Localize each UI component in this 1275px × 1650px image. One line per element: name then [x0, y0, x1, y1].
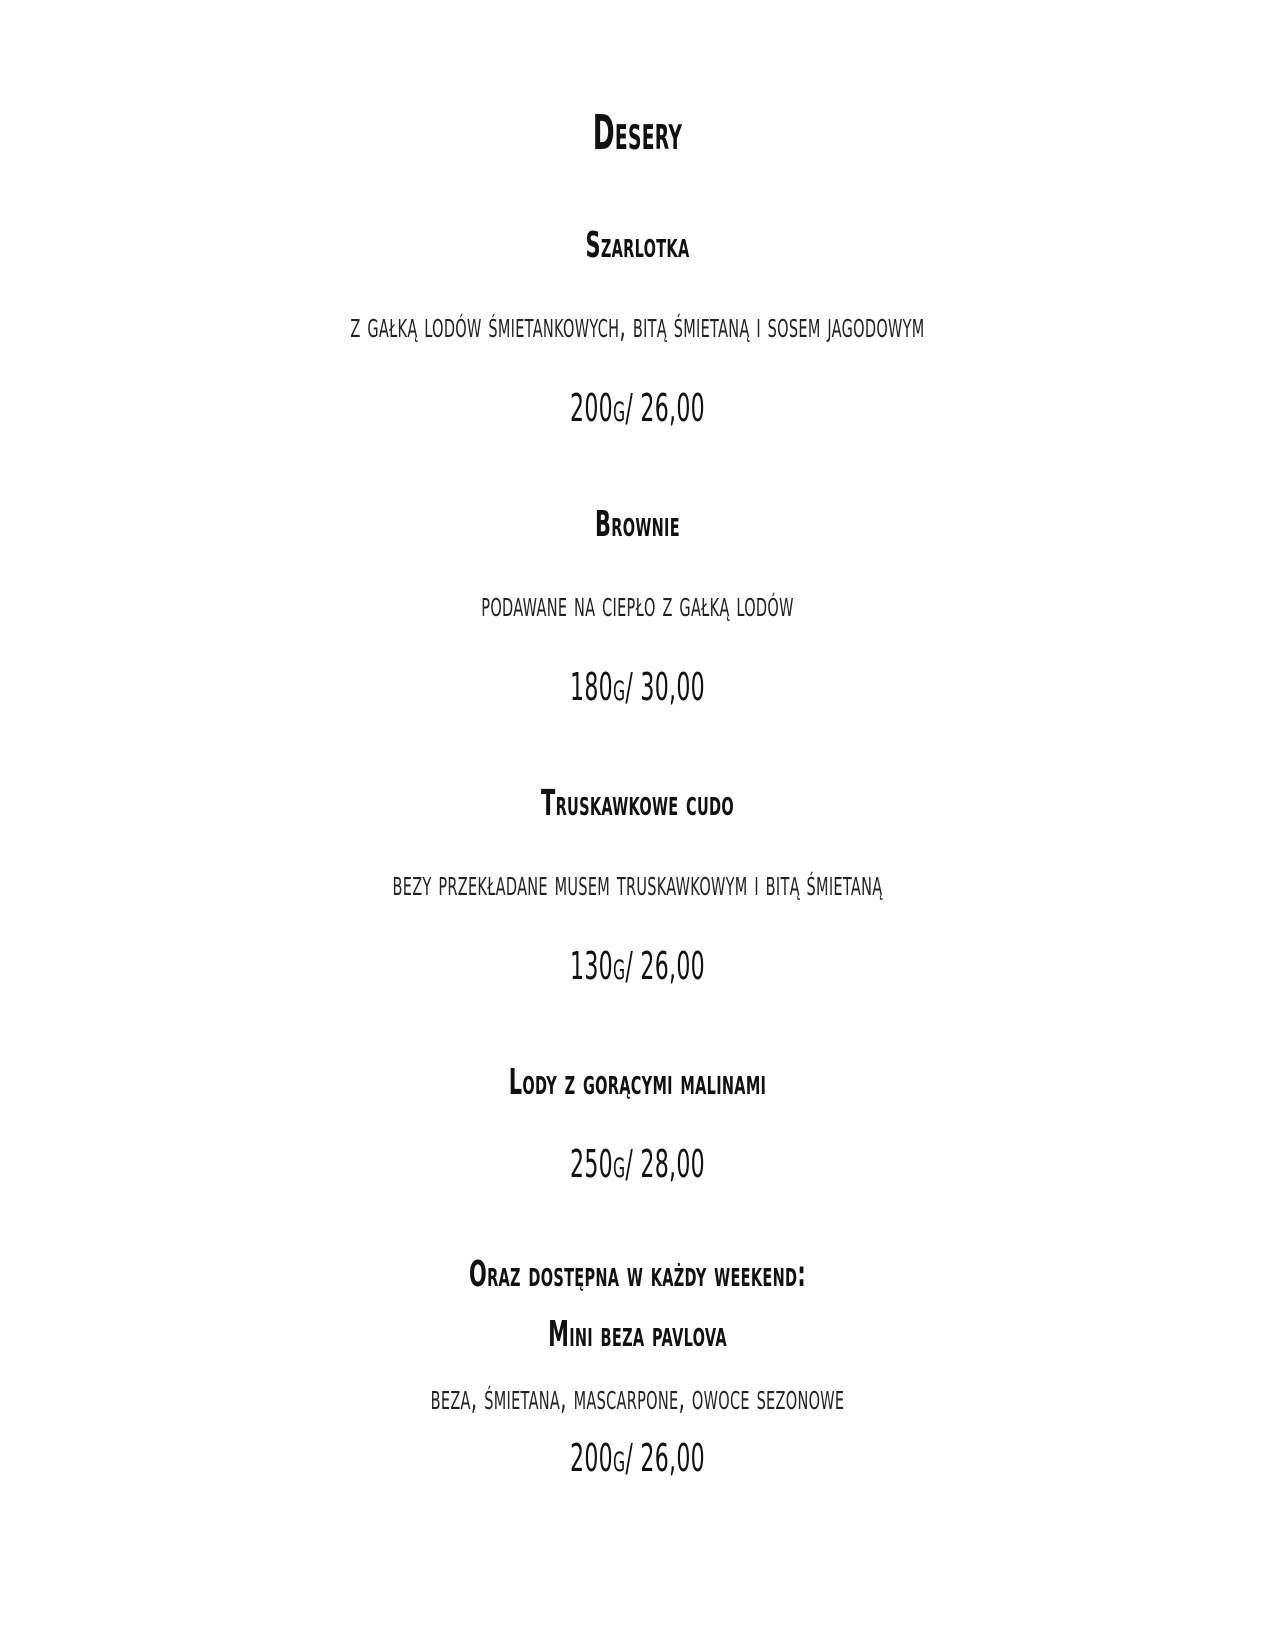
item-name-lody: Lody z gorącymi malinami	[508, 1062, 767, 1103]
item-name-szarlotka: Szarlotka	[585, 225, 690, 266]
item-description-truskawkowe-cudo: bezy przekładane musem truskawkowym i bitą śmietaną	[392, 864, 883, 904]
item-price-mini-beza-pavlova: 200g/ 26,00	[570, 1436, 705, 1480]
item-description-mini-beza-pavlova: beza, śmietana, mascarpone, owoce sezonowe	[430, 1378, 845, 1418]
item-price-brownie: 180g/ 30,00	[570, 665, 705, 709]
item-price-truskawkowe-cudo: 130g/ 26,00	[570, 944, 705, 988]
weekend-heading: Oraz dostępna w każdy weekend:	[469, 1254, 806, 1295]
item-name-truskawkowe-cudo: Truskawkowe cudo	[541, 783, 734, 824]
item-name-brownie: Brownie	[595, 504, 680, 545]
item-price-szarlotka: 200g/ 26,00	[570, 386, 705, 430]
item-name-mini-beza-pavlova: Mini beza pavlova	[548, 1314, 727, 1355]
item-description-brownie: podawane na ciepło z gałką lodów	[481, 585, 794, 625]
page-title: Desery	[592, 105, 683, 161]
item-price-lody: 250g/ 28,00	[570, 1142, 705, 1186]
item-description-szarlotka: z gałką lodów śmietankowych, bitą śmietaną i sosem jagodowym	[350, 306, 925, 346]
